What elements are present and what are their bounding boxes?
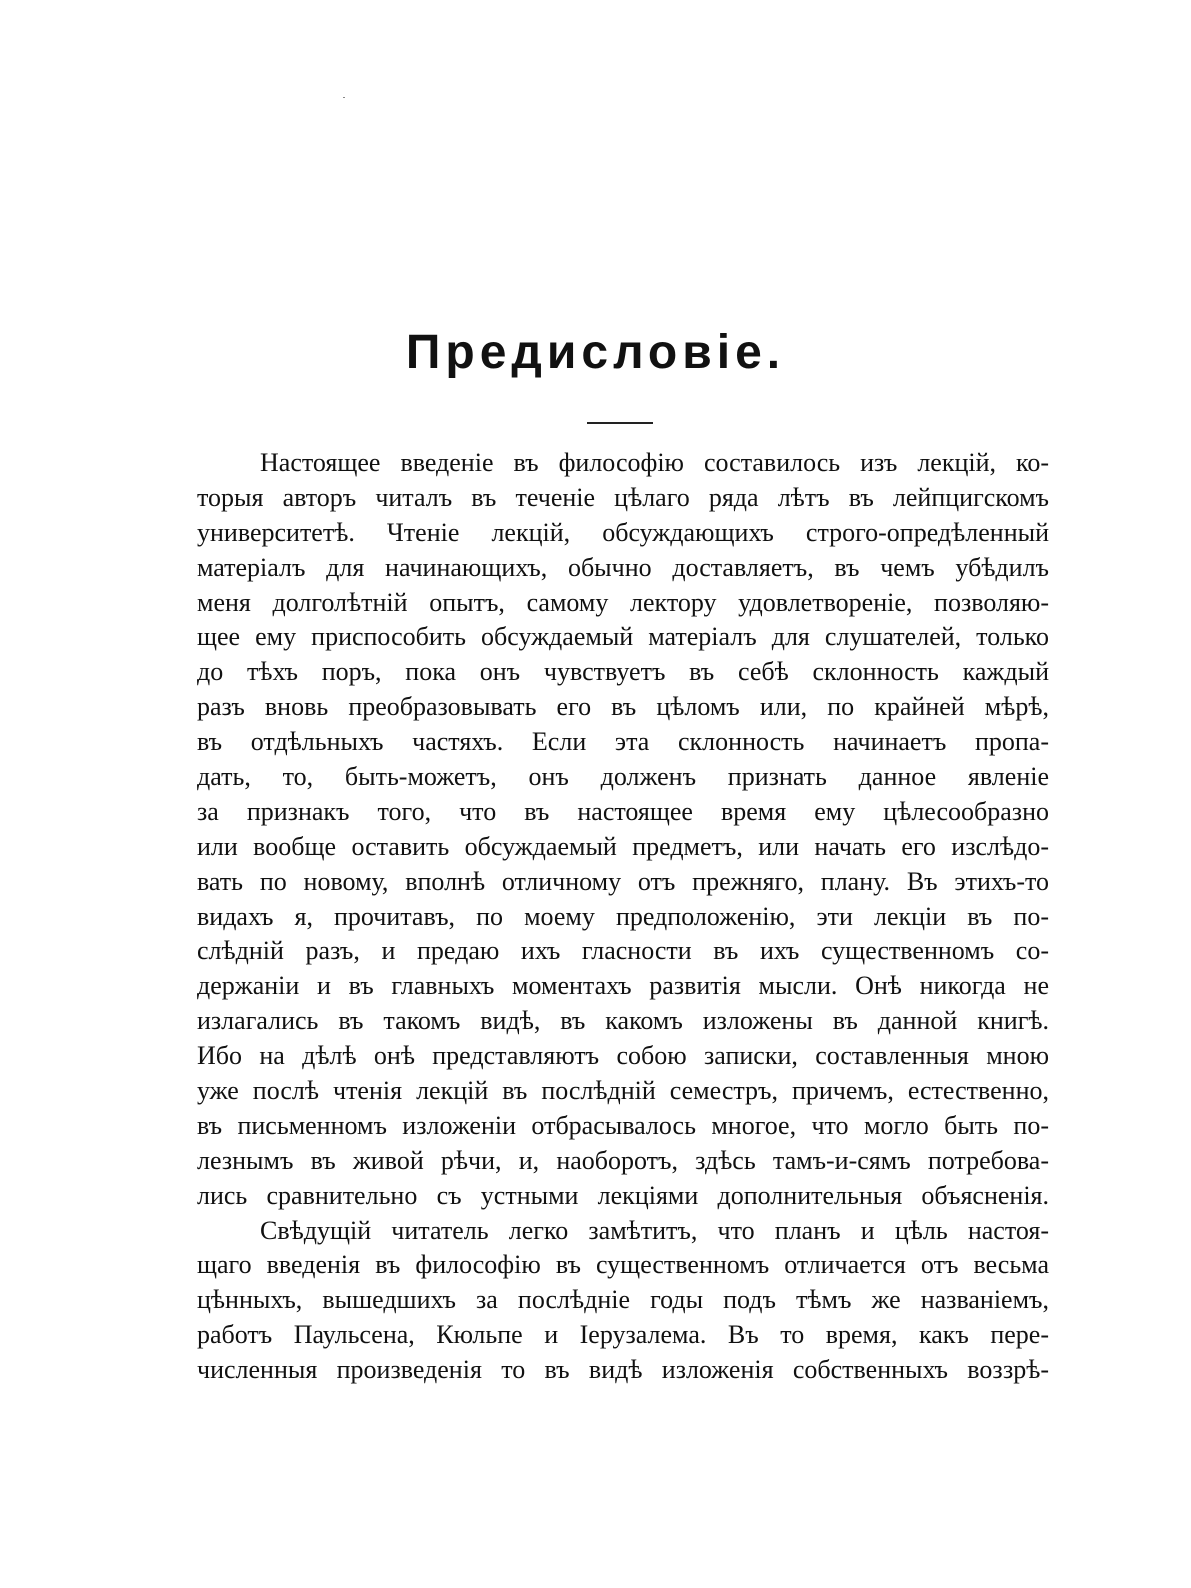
text-line: Настоящее введеніе въ философію составилось изъ лекцій, ко- (260, 448, 1049, 477)
text-line: въ письменномъ изложеніи отбрасывалось многое, что могло быть по- (197, 1110, 1049, 1140)
text-line: дать, то, быть-можетъ, онъ долженъ признать данное явленіе (197, 762, 1049, 792)
text-line: работъ Паульсена, Кюльпе и Іерузалема. Въ то время, какъ пере- (197, 1320, 1049, 1350)
paragraph-2 (197, 1214, 1049, 1388)
text-line: слѣдній разъ, и предаю ихъ гласности въ ихъ существенномъ со- (197, 936, 1049, 966)
text-line: въ отдѣльныхъ частяхъ. Если эта склонность начинаетъ пропа- (197, 727, 1049, 757)
text-line: матеріалъ для начинающихъ, обычно доставляетъ, въ чемъ убѣдилъ (197, 552, 1049, 582)
text-line: за признакъ того, что въ настоящее время ему цѣлесообразно (197, 796, 1049, 826)
text-line: разъ вновь преобразовывать его въ цѣломъ или, по крайней мѣрѣ, (197, 692, 1049, 722)
text-line: излагались въ такомъ видѣ, въ какомъ изложены въ данной книгѣ. (197, 1006, 1049, 1036)
body-text (197, 446, 1049, 1388)
text-line: лись сравнительно съ устными лекціями дополнительныя объясненія. (197, 1180, 1049, 1210)
text-line: Свѣдущій читатель легко замѣтитъ, что планъ и цѣль настоя- (260, 1215, 1049, 1245)
scan-speck (343, 97, 345, 98)
text-line: или вообще оставить обсуждаемый предметъ, или начать его изслѣдо- (197, 831, 1049, 861)
text-line: цѣнныхъ, вышедшихъ за послѣдніе годы подъ тѣмъ же названіемъ, (197, 1285, 1049, 1315)
page-title: Предисловіе. (405, 326, 786, 379)
title-divider (587, 422, 653, 424)
text-line: численныя произведенія то въ видѣ изложенія собственныхъ воззрѣ- (197, 1355, 1049, 1385)
text-line: университетѣ. Чтеніе лекцій, обсуждающихъ строго-опредѣленный (197, 517, 1049, 547)
text-line: меня долголѣтній опытъ, самому лектору удовлетвореніе, позволяю- (197, 587, 1049, 617)
text-line: видахъ я, прочитавъ, по моему предположенію, эти лекціи въ по- (197, 901, 1049, 931)
text-line: Ибо на дѣлѣ онѣ представляютъ собою записки, составленныя мною (197, 1041, 1049, 1071)
paragraph-1 (197, 446, 1049, 1214)
text-line: вать по новому, вполнѣ отличному отъ прежняго, плану. Въ этихъ-то (197, 866, 1049, 896)
text-line: держаніи и въ главныхъ моментахъ развитія мысли. Онѣ никогда не (197, 971, 1049, 1001)
text-line: торыя авторъ читалъ въ теченіе цѣлаго ряда лѣтъ въ лейпцигскомъ (197, 482, 1049, 512)
text-line: щаго введенія въ философію въ существенномъ отличается отъ весьма (197, 1250, 1049, 1280)
text-line: щее ему приспособить обсуждаемый матеріалъ для слушателей, только (197, 622, 1049, 652)
text-line: до тѣхъ поръ, пока онъ чувствуетъ въ себѣ склонность каждый (197, 657, 1049, 687)
text-line: лезнымъ въ живой рѣчи, и, наоборотъ, здѣсь тамъ-и-сямъ потребова- (197, 1145, 1049, 1175)
text-line: уже послѣ чтенія лекцій въ послѣдній семестръ, причемъ, естественно, (197, 1076, 1049, 1106)
